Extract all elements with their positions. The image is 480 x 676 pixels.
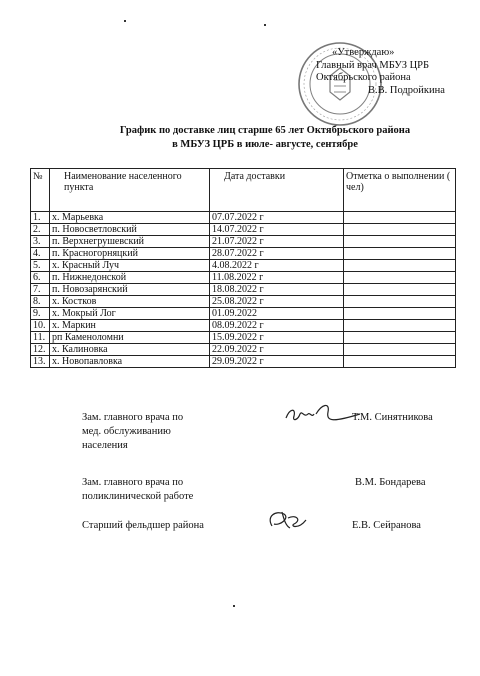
table-row bbox=[31, 284, 456, 296]
row-date: 01.09.2022 bbox=[210, 308, 344, 320]
row-settlement: п. Новосветловский bbox=[50, 224, 210, 236]
row-settlement: х. Мокрый Лог bbox=[50, 308, 210, 320]
row-date: 08.09.2022 г bbox=[210, 320, 344, 332]
title-line-2: в МБУЗ ЦРБ в июле- августе, сентябре bbox=[172, 139, 358, 150]
row-number: 4. bbox=[31, 248, 50, 260]
row-date: 28.07.2022 г bbox=[210, 248, 344, 260]
row-mark bbox=[344, 320, 456, 332]
signer-role-line: Зам. главного врача по bbox=[82, 477, 184, 488]
table-header-row bbox=[31, 169, 456, 212]
table-row bbox=[31, 260, 456, 272]
row-date: 25.08.2022 г bbox=[210, 296, 344, 308]
row-number: 5. bbox=[31, 260, 50, 272]
header-date: Дата доставки bbox=[210, 169, 344, 212]
row-settlement: п. Новозарянский bbox=[50, 284, 210, 296]
row-number: 8. bbox=[31, 296, 50, 308]
row-settlement: х. Марьевка bbox=[50, 212, 210, 224]
table-row bbox=[31, 356, 456, 368]
handwritten-signature-1 bbox=[282, 400, 362, 428]
row-mark bbox=[344, 212, 456, 224]
scan-speck bbox=[124, 20, 126, 22]
row-number: 7. bbox=[31, 284, 50, 296]
row-number: 3. bbox=[31, 236, 50, 248]
signer-role-line: поликлинической работе bbox=[82, 491, 194, 502]
row-settlement: рп Каменоломни bbox=[50, 332, 210, 344]
approval-heading: «Утверждаю» bbox=[332, 47, 395, 58]
row-date: 29.09.2022 г bbox=[210, 356, 344, 368]
signer-role-line: мед. обслуживанию bbox=[82, 426, 171, 437]
row-number: 2. bbox=[31, 224, 50, 236]
row-settlement: х. Маркин bbox=[50, 320, 210, 332]
row-date: 4.08.2022 г bbox=[210, 260, 344, 272]
row-number: 10. bbox=[31, 320, 50, 332]
row-settlement: п. Красногорняцкий bbox=[50, 248, 210, 260]
row-mark bbox=[344, 332, 456, 344]
row-settlement: х. Новопавловка bbox=[50, 356, 210, 368]
approval-block bbox=[312, 47, 445, 97]
row-mark bbox=[344, 284, 456, 296]
signer-role-line: Зам. главного врача по bbox=[82, 412, 184, 423]
row-date: 07.07.2022 г bbox=[210, 212, 344, 224]
row-number: 13. bbox=[31, 356, 50, 368]
table-row bbox=[31, 344, 456, 356]
row-date: 18.08.2022 г bbox=[210, 284, 344, 296]
row-mark bbox=[344, 236, 456, 248]
row-date: 22.09.2022 г bbox=[210, 344, 344, 356]
schedule-table bbox=[30, 168, 456, 368]
header-num: № bbox=[31, 169, 50, 212]
row-settlement: п. Нижнедонской bbox=[50, 272, 210, 284]
table-row bbox=[31, 296, 456, 308]
row-date: 14.07.2022 г bbox=[210, 224, 344, 236]
row-settlement: х. Красный Луч bbox=[50, 260, 210, 272]
scan-speck bbox=[233, 605, 235, 607]
table-row bbox=[31, 224, 456, 236]
header-mark: Отметка о выполнении ( чел) bbox=[344, 169, 456, 212]
row-settlement: п. Верхнегрушевский bbox=[50, 236, 210, 248]
row-mark bbox=[344, 224, 456, 236]
row-number: 11. bbox=[31, 332, 50, 344]
signer-role-line: населения bbox=[82, 440, 128, 451]
row-mark bbox=[344, 344, 456, 356]
row-number: 12. bbox=[31, 344, 50, 356]
row-number: 1. bbox=[31, 212, 50, 224]
table-row bbox=[31, 308, 456, 320]
document-title bbox=[100, 124, 430, 152]
signer-name-2: В.М. Бондарева bbox=[355, 477, 426, 488]
signature-block-2 bbox=[82, 476, 193, 504]
table-row bbox=[31, 212, 456, 224]
table-row bbox=[31, 248, 456, 260]
row-date: 21.07.2022 г bbox=[210, 236, 344, 248]
table-row bbox=[31, 320, 456, 332]
row-settlement: х. Калиновка bbox=[50, 344, 210, 356]
approval-position: Главный врач МБУЗ ЦРБ bbox=[316, 59, 430, 71]
table-row bbox=[31, 332, 456, 344]
row-mark bbox=[344, 272, 456, 284]
row-date: 15.09.2022 г bbox=[210, 332, 344, 344]
row-number: 6. bbox=[31, 272, 50, 284]
row-mark bbox=[344, 356, 456, 368]
row-number: 9. bbox=[31, 308, 50, 320]
row-mark bbox=[344, 296, 456, 308]
signer-name-3: Е.В. Сейранова bbox=[352, 520, 421, 531]
row-date: 11.08.2022 г bbox=[210, 272, 344, 284]
signature-block-3 bbox=[82, 519, 204, 533]
approval-signer: В.В. Подройкина bbox=[368, 84, 445, 96]
row-mark bbox=[344, 248, 456, 260]
header-settlement: Наименование населенного пункта bbox=[50, 169, 210, 212]
row-settlement: х. Костков bbox=[50, 296, 210, 308]
row-mark bbox=[344, 260, 456, 272]
signer-role-line: Старший фельдшер района bbox=[82, 520, 204, 531]
scan-speck bbox=[264, 24, 266, 26]
row-mark bbox=[344, 308, 456, 320]
table-row bbox=[31, 272, 456, 284]
table-row bbox=[31, 236, 456, 248]
signer-name-1: Т.М. Синятникова bbox=[352, 412, 433, 423]
handwritten-signature-3 bbox=[262, 506, 310, 534]
signature-block-1 bbox=[82, 411, 183, 453]
approval-district: Октябрьского района bbox=[316, 72, 411, 83]
title-line-1: График по доставке лиц старше 65 лет Октябрьского района bbox=[119, 125, 411, 136]
